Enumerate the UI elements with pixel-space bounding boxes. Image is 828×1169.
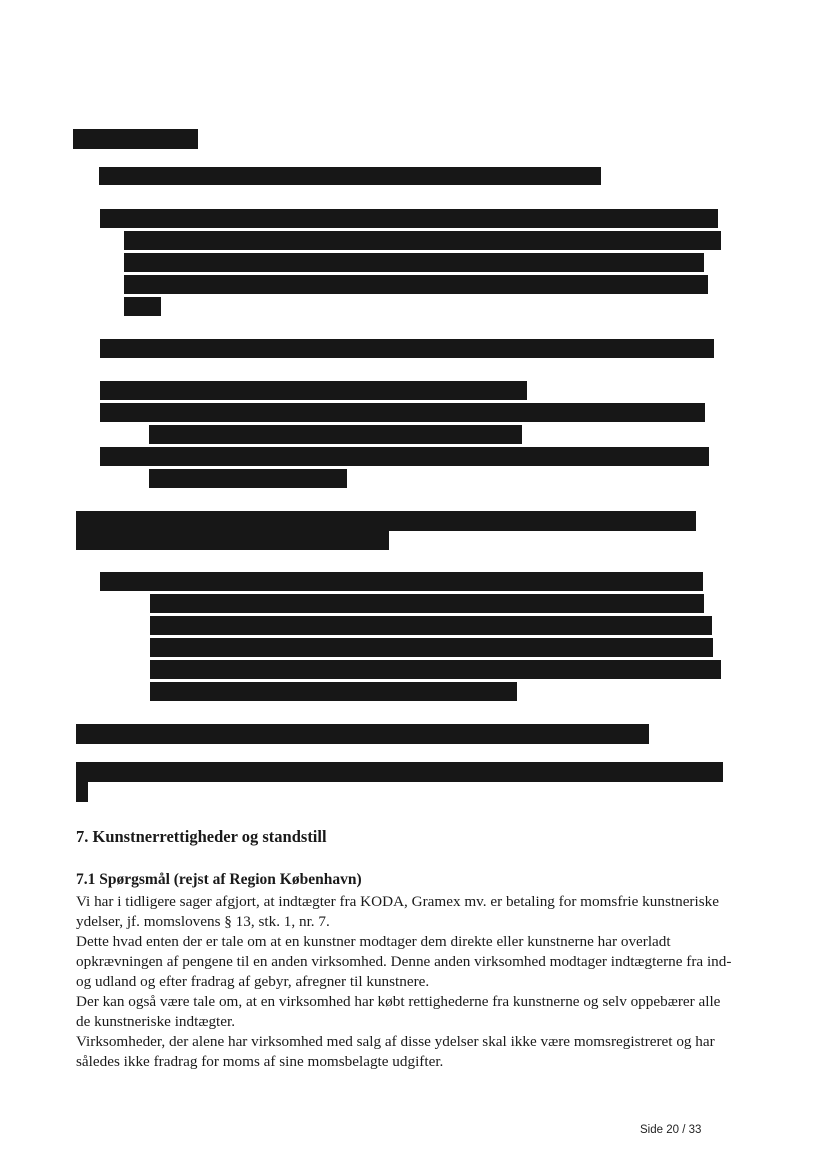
redaction-bar xyxy=(150,594,704,613)
section-body xyxy=(76,892,736,1072)
section-heading: 7. Kunstnerrettigheder og standstill xyxy=(76,827,327,846)
redaction-bar xyxy=(100,447,709,466)
redaction-bar xyxy=(150,616,712,635)
redaction-bar xyxy=(149,469,347,488)
redaction-bar xyxy=(149,425,522,444)
body-paragraph: Virksomheder, der alene har virksomhed med salg af disse ydelser skal ikke være momsregistreret og har således ikke fradrag for moms af sine momsbelagte udgifter. xyxy=(76,1033,715,1070)
redaction-bar xyxy=(124,253,704,272)
redaction-bar xyxy=(150,638,713,657)
body-paragraph: Dette hvad enten der er tale om at en kunstner modtager dem direkte eller kunstnerne har overladt opkrævningen af pengene til en anden virksomhed. Denne anden virksomhed modtager indtægterne fra ind- og udland og efter fradrag af gebyr, afregner til kunstnere. xyxy=(76,933,732,990)
redaction-bar xyxy=(76,724,649,744)
subsection-heading: 7.1 Spørgsmål (rejst af Region København) xyxy=(76,871,362,888)
redaction-bar xyxy=(100,209,718,228)
body-paragraph: Vi har i tidligere sager afgjort, at indtægter fra KODA, Gramex mv. er betaling for momsfrie kunstneriske ydelser, jf. momslovens § 13, stk. 1, nr. 7. xyxy=(76,893,719,930)
redaction-bar xyxy=(76,782,88,802)
redaction-bar xyxy=(76,762,723,782)
redaction-bar xyxy=(100,381,527,400)
redaction-bar xyxy=(100,339,714,358)
redaction-bar xyxy=(150,682,517,701)
page-number: Side 20 / 33 xyxy=(640,1124,702,1136)
redaction-bar xyxy=(100,572,703,591)
redaction-bar xyxy=(124,297,161,316)
redaction-bar xyxy=(150,660,721,679)
body-paragraph: Der kan også være tale om, at en virksomhed har købt rettighederne fra kunstnerne og selv oppebærer alle de kunstneriske indtægter. xyxy=(76,993,721,1030)
redaction-bar xyxy=(73,129,198,149)
redaction-bar xyxy=(100,403,705,422)
redaction-bar xyxy=(76,511,696,531)
redaction-bar xyxy=(124,275,708,294)
redaction-bar xyxy=(124,231,721,250)
redaction-bar xyxy=(99,167,601,185)
redaction-bar xyxy=(76,531,389,550)
